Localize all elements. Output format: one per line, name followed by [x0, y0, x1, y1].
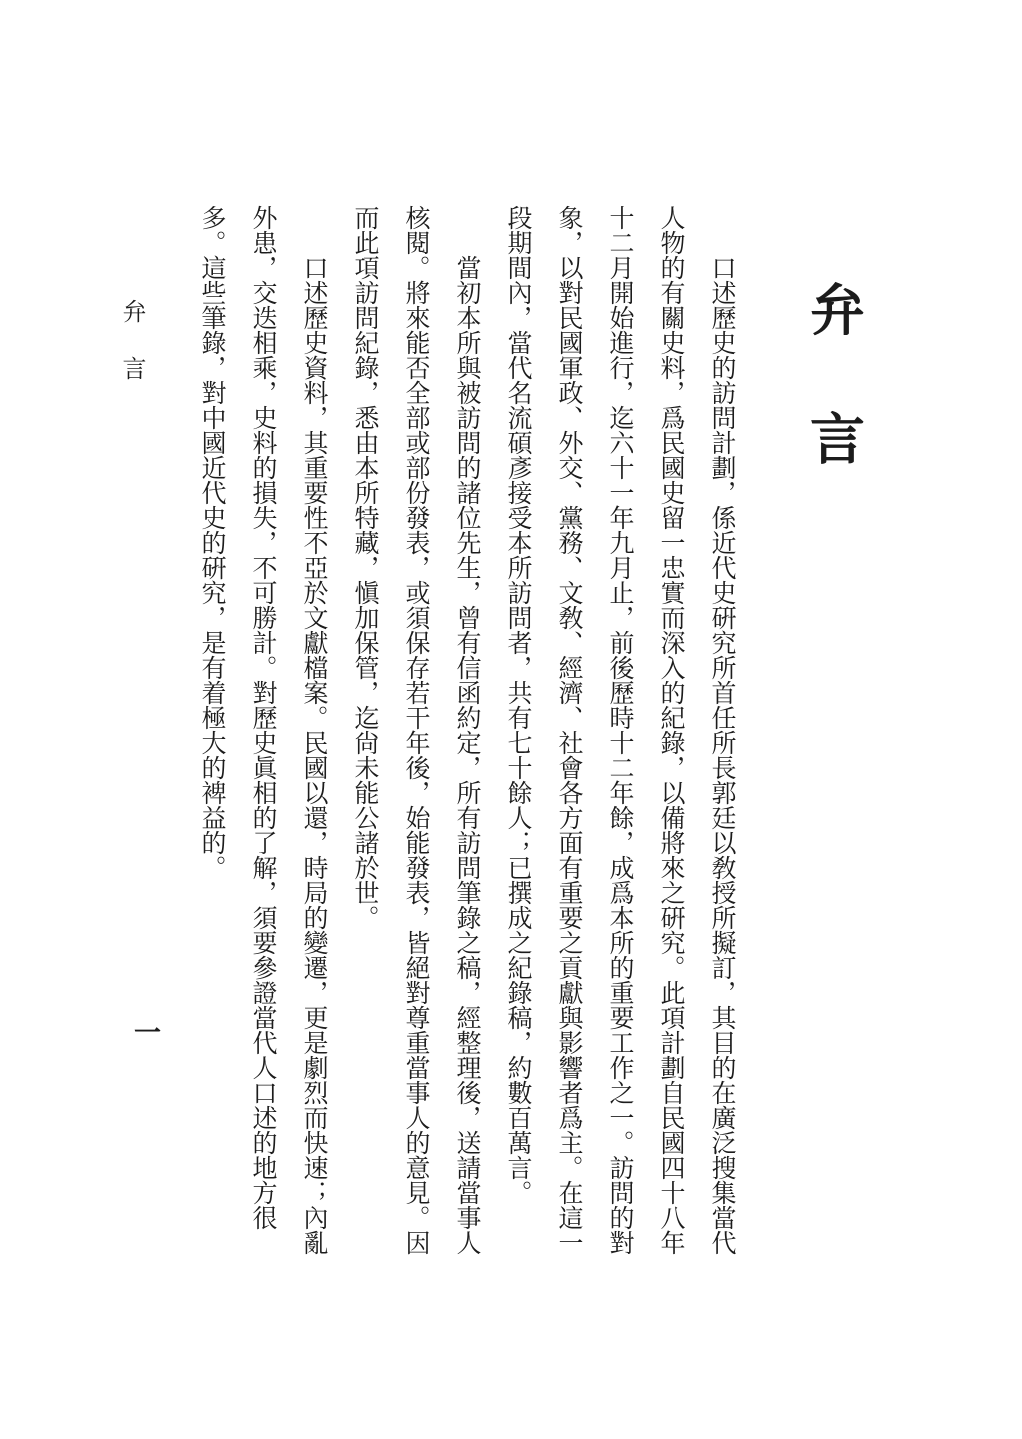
paragraph-3: 口述歷史資料，其重要性不亞於文獻檔案。民國以還，時局的變遷，更是劇烈而快速；內亂外患，交迭相乘，史料的損失，不可勝計。對歷史眞相的了解，須要參證當代人口述的地方很多。這些筆錄，對中國近代史的硏究，是有着極大的裨益的。	[198, 205, 327, 1255]
running-header: 弁言	[118, 299, 144, 413]
paragraph-2: 當初本所與被訪問的諸位先生，曾有信函約定，所有訪問筆錄之稿，經整理後，送請當事人核閱。將來能否全部或部份發表，或須保存若干年後，始能發表，皆絕對尊重當事人的意見。因而此項訪問紀錄，悉由本所特藏，愼加保管，迄尙未能公諸於世。	[351, 205, 480, 1255]
paragraph-1: 口述歷史的訪問計劃，係近代史硏究所首任所長郭廷以敎授所擬訂，其目的在廣泛搜集當代人物的有關史料，爲民國史留一忠實而深入的紀錄，以備將來之硏究。此項計劃自民國四十八年十二月開始進行，迄六十一年九月止，前後歷時十二年餘，成爲本所的重要工作之一。訪問的對象，以對民國軍政、外交、黨務、文敎、經濟、社會各方面有重要之貢獻與影響者爲主。在這一段期間內，當代名流碩彥接受本所訪問者，共有七十餘人；已撰成之紀錄稿，約數百萬言。	[504, 205, 735, 1255]
page-title: 弁言	[802, 281, 863, 539]
body-text	[186, 205, 747, 1257]
page-number: 一	[130, 1018, 160, 1045]
